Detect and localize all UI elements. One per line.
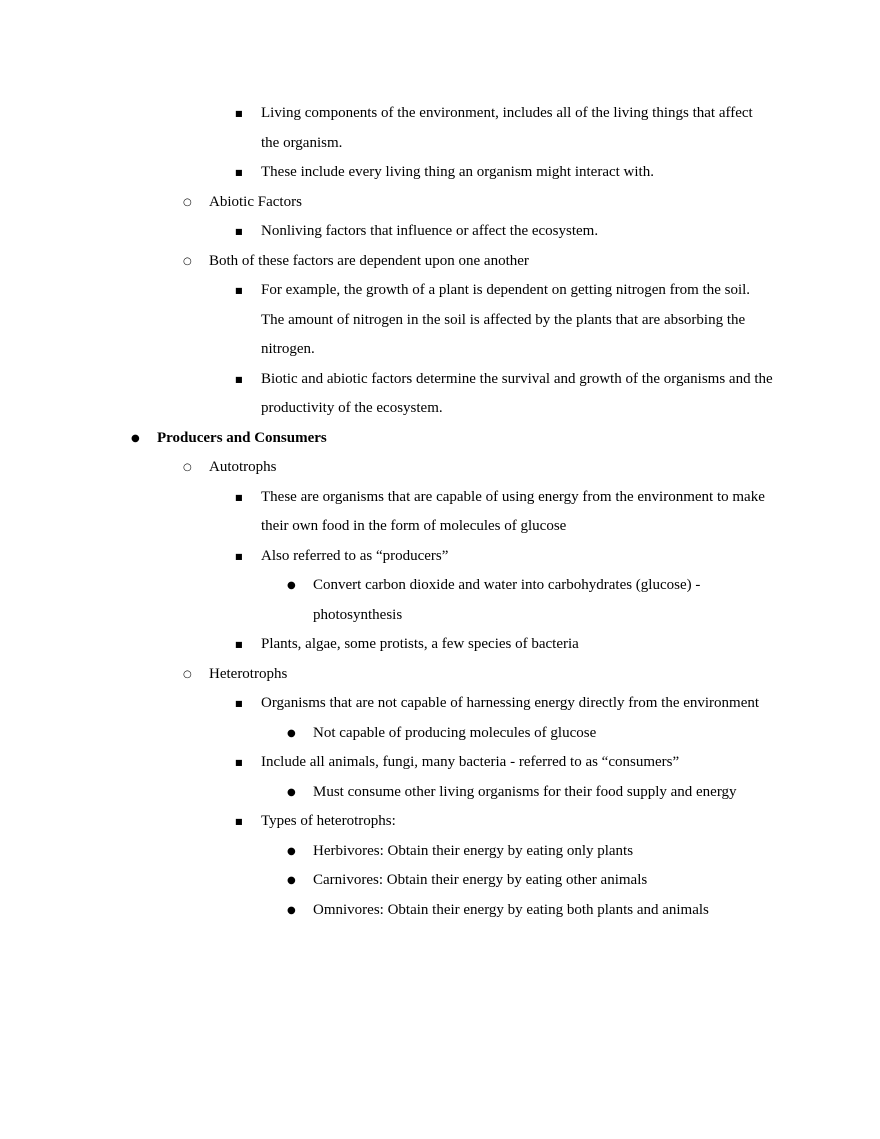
disc-bullet-icon: ● [287,845,296,857]
list-item [183,247,774,277]
square-bullet-icon: ■ [235,227,243,236]
list-item-text: These include every living thing an organism might interact with. [261,164,654,180]
circle-bullet-icon: ○ [183,462,192,473]
list-item [183,188,774,218]
list-item [235,158,774,188]
circle-bullet-icon: ○ [183,255,192,267]
list-item-text: Types of heterotrophs: [261,813,396,829]
square-bullet-icon: ■ [235,551,243,561]
list-item-text: These are organisms that are capable of using energy from the environment to make their own food in the form of molecules of glucose [261,488,765,534]
square-bullet-icon: ■ [235,640,243,649]
list-item [287,866,774,896]
square-bullet-icon: ■ [235,374,243,384]
list-item-text: Nonliving factors that influence or affect the ecosystem. [261,223,599,239]
square-bullet-icon: ■ [235,492,243,502]
list-item [183,660,774,690]
list-item [287,778,774,808]
list-item-text: Heterotrophs [209,665,288,682]
list-item [235,276,774,365]
list-item-text: Not capable of producing molecules of glucose [313,724,597,741]
list-item-text: Also referred to as “producers” [261,547,449,564]
list-item-text: Omnivores: Obtain their energy by eating both plants and animals [313,901,709,918]
disc-bullet-icon: ● [287,904,296,916]
list-item-text: Organisms that are not capable of harnessing energy directly from the environment [261,695,760,711]
list-item [235,365,774,424]
list-item [287,719,774,749]
list-item-text: Living components of the environment, includes all of the living things that affect the organism. [261,105,753,151]
list-item [235,807,774,837]
disc-bullet-icon: ● [287,875,296,886]
list-item-text: Both of these factors are dependent upon one another [209,252,529,269]
square-bullet-icon: ■ [235,109,243,118]
list-item [287,896,774,926]
square-bullet-icon: ■ [235,699,243,708]
list-item [235,748,774,778]
list-item-text: Carnivores: Obtain their energy by eating other animals [313,872,648,888]
list-item-text: Autotrophs [209,459,277,475]
circle-bullet-icon: ○ [183,196,192,208]
list-item-text: For example, the growth of a plant is dependent on getting nitrogen from the soil. The amount of nitrogen in the soil is affected by the plants that are absorbing the nitrogen. [261,282,751,357]
list-item-text: Convert carbon dioxide and water into carbohydrates (glucose) - photosynthesis [313,577,701,623]
list-item-text: Abiotic Factors [209,193,302,210]
disc-bullet-icon: ● [287,580,296,591]
circle-bullet-icon: ○ [183,668,192,680]
list-item [235,483,774,542]
list-item [287,837,774,867]
list-item [287,571,774,630]
disc-bullet-icon: ● [287,786,296,798]
disc-bullet-icon: ● [287,727,296,739]
list-item-text: Herbivores: Obtain their energy by eating only plants [313,842,634,859]
disc-bullet-icon: ● [131,432,140,444]
list-item [183,453,774,483]
list-item-text: Producers and Consumers [157,429,327,446]
list-item [235,630,774,660]
square-bullet-icon: ■ [235,286,243,295]
list-item [235,99,774,158]
list-item-text: Plants, algae, some protists, a few species of bacteria [261,636,579,652]
list-item [235,542,774,572]
square-bullet-icon: ■ [235,168,243,177]
list-item-text: Biotic and abiotic factors determine the survival and growth of the organisms and the productivity of the ecosystem. [261,370,773,416]
square-bullet-icon: ■ [235,758,243,767]
list-item [131,424,774,454]
list-item-text: Include all animals, fungi, many bacteria - referred to as “consumers” [261,754,680,770]
list-item-text: Must consume other living organisms for their food supply and energy [313,783,737,800]
list-item [235,689,774,719]
list-item [235,217,774,247]
square-bullet-icon: ■ [235,817,243,826]
